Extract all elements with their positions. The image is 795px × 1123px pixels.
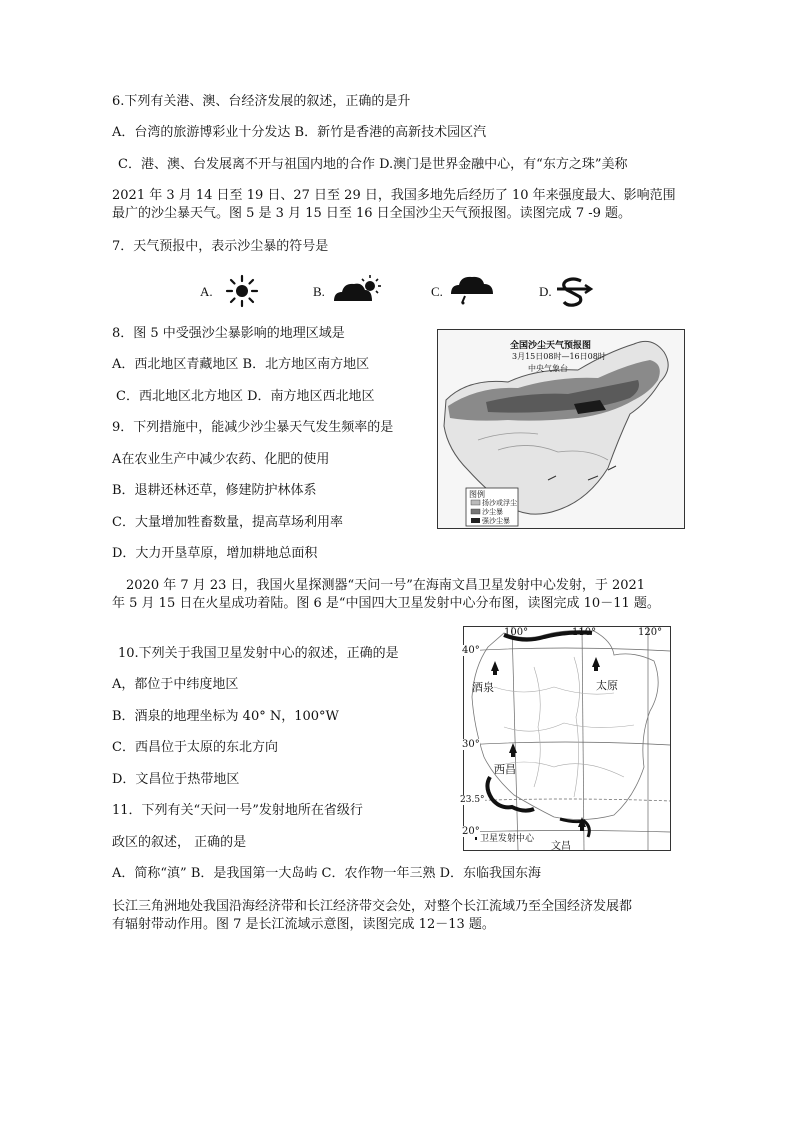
- q11-stem-line2: 政区的叙述， 正确的是: [112, 835, 247, 850]
- passage1-line2: 最广的沙尘暴天气。图 5 是 3 月 15 日至 16 日全国沙尘天气预报图。读图完成 7 -9 题。: [112, 206, 632, 221]
- sandstorm-icon: [555, 276, 593, 308]
- q7-option-b-label: B.: [313, 284, 325, 299]
- q8-options-ab: A．西北地区青藏地区 B．北方地区南方地区: [112, 357, 370, 372]
- dust-map-legend-item: 扬沙或浮尘: [482, 499, 517, 507]
- passage3-line2: 有辐射带动作用。图 7 是长江流域示意图，读图完成 12－13 题。: [112, 917, 495, 932]
- lon-label: 120°: [638, 627, 663, 638]
- q6-options-ab: A．台湾的旅游博彩业十分发达 B．新竹是香港的高新技术园区汽: [112, 125, 487, 140]
- lat-label: 20°: [462, 826, 480, 837]
- q9-option-a: A在农业生产中减少农药、化肥的使用: [112, 452, 330, 467]
- dust-map-title: 全国沙尘天气预报图: [510, 341, 592, 351]
- q10-stem: 10.下列关于我国卫星发射中心的叙述，正确的是: [118, 646, 399, 661]
- dust-map-legend-title: 图例: [469, 490, 485, 499]
- q9-option-b: B．退耕还林还草，修建防护林体系: [112, 483, 317, 498]
- dust-map-legend-item: 强沙尘暴: [482, 517, 510, 525]
- q11-options: A．简称“滇” B．是我国第一大岛屿 C．农作物一年三熟 D．东临我国东海: [112, 866, 542, 881]
- q8-stem: 8．图 5 中受强沙尘暴影响的地理区域是: [112, 326, 345, 341]
- passage2-line2: 年 5 月 15 日在火星成功着陆。图 6 是“中国四大卫星发射中心分布图，读图完成 10－11 题。: [112, 596, 660, 611]
- lat-label: 30°: [462, 739, 480, 750]
- q8-options-cd: C．西北地区北方地区 D．南方地区西北地区: [116, 389, 375, 404]
- dust-map-legend-item: 沙尘暴: [482, 508, 503, 516]
- q10-option-b: B．酒泉的地理坐标为 40° N，100°W: [112, 709, 339, 724]
- q7-option-c-label: C.: [431, 284, 443, 299]
- passage2-line1: 2020 年 7 月 23 日，我国火星探测器“天问一号”在海南文昌卫星发射中心发射，于 2021: [126, 578, 646, 593]
- q11-stem-line1: 11．下列有关“天问一号”发射地所在省级行: [112, 803, 363, 818]
- passage3-line1: 长江三角洲地处我国沿海经济带和长江经济带交会处，对整个长江流域乃至全国经济发展都: [112, 899, 633, 914]
- q10-option-a: A，都位于中纬度地区: [112, 677, 239, 692]
- q9-option-d: D．大力开垦草原，增加耕地总面积: [112, 546, 318, 561]
- dust-forecast-map: [437, 329, 685, 529]
- sun-icon: [224, 274, 260, 308]
- q7-option-d-label: D.: [539, 284, 552, 299]
- q6-stem: 6.下列有关港、澳、台经济发展的叙述，正确的是升: [112, 94, 411, 109]
- cloud-rain-icon: [448, 272, 496, 306]
- city-label-taiyuan: 太原: [596, 679, 618, 692]
- lon-label: 100°: [504, 627, 529, 638]
- q9-stem: 9．下列措施中，能减少沙尘暴天气发生频率的是: [112, 420, 394, 435]
- map6-legend-label: 卫星发射中心: [480, 834, 535, 844]
- launch-centers-map-graphic: [464, 627, 670, 850]
- q10-option-d: D．文昌位于热带地区: [112, 772, 240, 787]
- q6-options-cd: C．港、澳、台发展离不开与祖国内地的合作 D.澳门是世界金融中心，有“东方之珠”美称: [118, 157, 628, 172]
- lon-label: 110°: [572, 627, 597, 638]
- lat-label: 40°: [462, 645, 480, 656]
- partly-cloudy-icon: [332, 274, 384, 304]
- q7-stem: 7．天气预报中，表示沙尘暴的符号是: [112, 239, 329, 254]
- city-label-jiuquan: 酒泉: [472, 681, 494, 694]
- q10-option-c: C．西昌位于太原的东北方向: [112, 740, 278, 755]
- city-label-xichang: 西昌: [494, 763, 516, 776]
- q7-option-a-label: A.: [200, 284, 213, 299]
- passage1-line1: 2021 年 3 月 14 日至 19 日、27 日至 29 日，我国多地先后经历了 10 年来强度最大、影响范围: [112, 188, 676, 203]
- dust-map-subtitle: 3月15日08时—16日08时: [512, 352, 606, 361]
- lat-label: 23.5°: [460, 795, 485, 805]
- city-label-wenchang: 文昌: [551, 841, 571, 852]
- q9-option-c: C．大量增加牲畜数量，提高草场利用率: [112, 515, 343, 530]
- dust-map-agency: 中央气象台: [528, 364, 568, 373]
- launch-centers-map: [460, 626, 671, 852]
